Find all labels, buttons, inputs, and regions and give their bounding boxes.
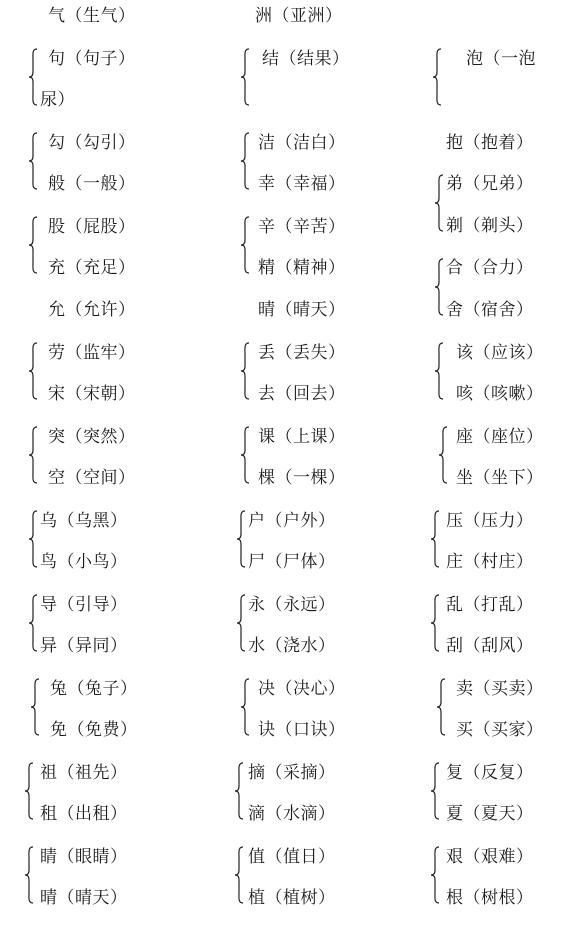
word-entry: 幸（幸福）	[258, 174, 346, 194]
word-entry: 尸（尸体）	[248, 552, 336, 572]
left-brace-icon	[24, 762, 34, 820]
left-brace-icon	[236, 594, 246, 652]
left-brace-icon	[24, 846, 34, 904]
word-entry: 座（座位）	[456, 427, 544, 447]
word-entry: 乱（打乱）	[446, 595, 534, 615]
word-entry: 压（压力）	[446, 511, 534, 531]
left-brace-icon	[436, 678, 446, 736]
left-brace-icon	[434, 174, 444, 232]
left-brace-icon	[234, 846, 244, 904]
left-brace-icon	[28, 594, 38, 652]
left-brace-icon	[430, 510, 440, 568]
word-entry: 刮（刮风）	[446, 636, 534, 656]
left-brace-icon	[438, 426, 448, 484]
word-entry: 合（合力）	[446, 258, 534, 278]
word-entry: 勾（勾引）	[48, 133, 136, 153]
word-entry: 坐（坐下）	[456, 468, 544, 488]
word-entry: 突（突然）	[48, 427, 136, 447]
word-entry: 永（永远）	[248, 595, 336, 615]
left-brace-icon	[30, 678, 40, 736]
word-entry: 舍（宿舍）	[446, 300, 534, 320]
word-entry: 棵（一棵）	[258, 468, 346, 488]
word-entry: 根（树根）	[446, 888, 534, 908]
left-brace-icon	[430, 762, 440, 820]
word-entry: 卖（买卖）	[456, 679, 544, 699]
word-entry: 睛（眼睛）	[40, 847, 128, 867]
word-entry: 该（应该）	[456, 343, 544, 363]
word-entry: 劳（监牢）	[48, 343, 136, 363]
word-entry: 水（浇水）	[248, 636, 336, 656]
word-entry: 股（屁股）	[48, 217, 136, 237]
left-brace-icon	[240, 426, 250, 484]
word-entry: 空（空间）	[48, 468, 136, 488]
word-entry: 抱（抱着）	[446, 133, 534, 153]
word-entry: 课（上课）	[258, 427, 346, 447]
word-entry: 宋（宋朝）	[48, 384, 136, 404]
word-entry: 尿）	[40, 90, 75, 110]
left-brace-icon	[28, 510, 38, 568]
left-brace-icon	[434, 258, 444, 316]
word-entry: 诀（口诀）	[258, 720, 346, 740]
word-entry: 摘（采摘）	[248, 763, 336, 783]
word-entry: 弟（兄弟）	[446, 174, 534, 194]
word-entry: 乌（乌黑）	[40, 511, 128, 531]
word-entry: 泡（一泡	[466, 49, 536, 69]
word-entry: 咳（咳嗽）	[456, 384, 544, 404]
word-entry: 允（允许）	[48, 300, 136, 320]
left-brace-icon	[28, 48, 38, 106]
left-brace-icon	[240, 678, 250, 736]
word-entry: 兔（兔子）	[50, 679, 138, 699]
word-entry: 决（决心）	[258, 679, 346, 699]
word-entry: 植（植树）	[248, 888, 336, 908]
left-brace-icon	[240, 216, 250, 274]
left-brace-icon	[240, 132, 250, 190]
word-entry: 丢（丢失）	[258, 343, 346, 363]
word-entry: 洁（洁白）	[258, 133, 346, 153]
word-entry: 鸟（小鸟）	[40, 552, 128, 572]
left-brace-icon	[28, 342, 38, 400]
word-entry: 艰（艰难）	[446, 847, 534, 867]
word-entry: 导（引导）	[40, 595, 128, 615]
left-brace-icon	[28, 132, 38, 190]
word-entry: 去（回去）	[258, 384, 346, 404]
word-entry: 充（充足）	[48, 258, 136, 278]
left-brace-icon	[240, 48, 250, 106]
word-entry: 祖（祖先）	[40, 763, 128, 783]
word-entry: 精（精神）	[258, 258, 346, 278]
word-entry: 晴（晴天）	[258, 300, 346, 320]
left-brace-icon	[430, 846, 440, 904]
left-brace-icon	[234, 762, 244, 820]
left-brace-icon	[240, 342, 250, 400]
left-brace-icon	[430, 594, 440, 652]
word-entry: 租（出租）	[40, 804, 128, 824]
word-entry: 洲（亚洲）	[255, 6, 343, 26]
left-brace-icon	[28, 216, 38, 274]
word-entry: 结（结果）	[262, 49, 350, 69]
word-entry: 值（值日）	[248, 847, 336, 867]
word-entry: 句（句子）	[48, 49, 136, 69]
word-entry: 户（户外）	[248, 511, 336, 531]
word-entry: 剃（剃头）	[446, 216, 534, 236]
word-entry: 免（免费）	[50, 720, 138, 740]
word-entry: 庄（村庄）	[446, 552, 534, 572]
word-entry: 气（生气）	[48, 6, 136, 26]
left-brace-icon	[434, 342, 444, 400]
word-entry: 夏（夏天）	[446, 804, 534, 824]
word-entry: 辛（辛苦）	[258, 217, 346, 237]
word-entry: 异（异同）	[40, 636, 128, 656]
left-brace-icon	[236, 510, 246, 568]
word-entry: 买（买家）	[456, 720, 544, 740]
word-entry: 晴（晴天）	[40, 888, 128, 908]
word-entry: 复（反复）	[446, 763, 534, 783]
left-brace-icon	[28, 426, 38, 484]
left-brace-icon	[432, 48, 442, 106]
word-entry: 滴（水滴）	[248, 804, 336, 824]
word-entry: 般（一般）	[48, 174, 136, 194]
